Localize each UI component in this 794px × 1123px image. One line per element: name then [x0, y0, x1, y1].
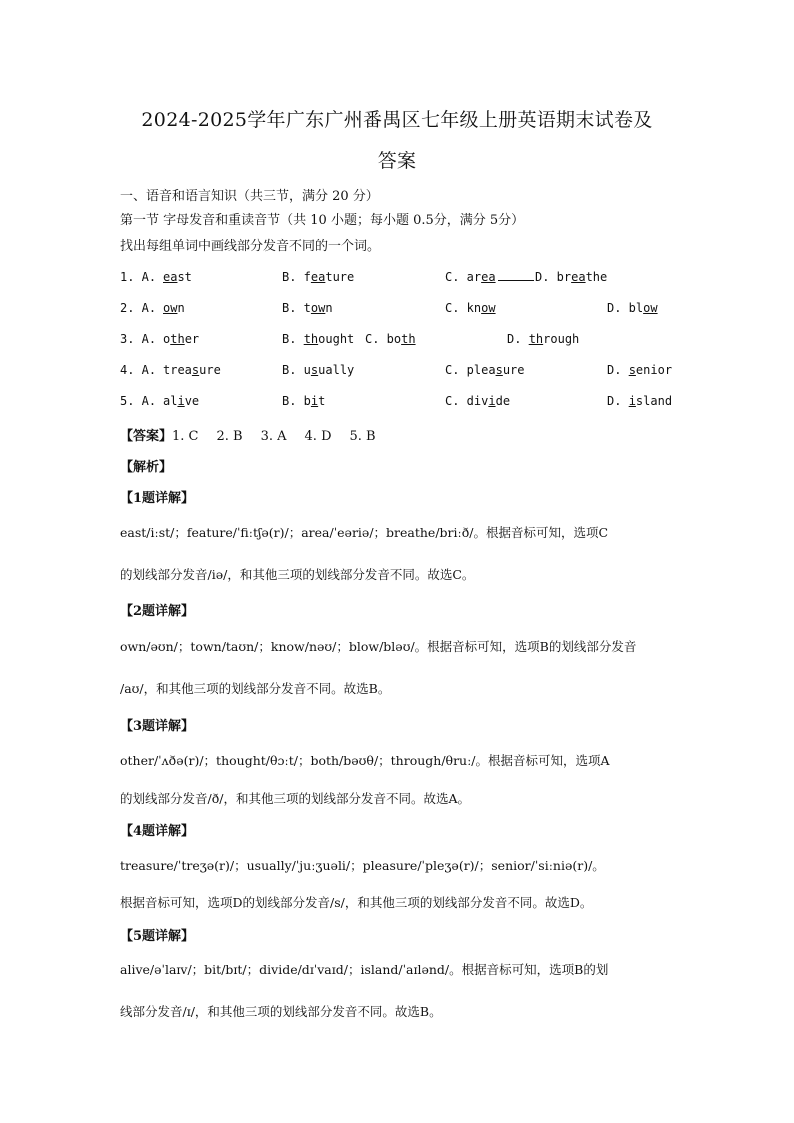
question-1-option-c: C. area	[445, 270, 536, 284]
detail-5-line-1: alive/əˈlaɪv/；bit/bɪt/；divide/dɪˈvaɪd/；island/ˈaɪlənd/。根据音标可知，选项B的划	[120, 962, 609, 977]
question-3-option-a: other	[163, 332, 200, 346]
question-number: 4. A.	[120, 363, 157, 377]
detail-1-line-1: east/iːst/；feature/ˈfiːtʃə(r)/；area/ˈeəriə/；breathe/briːð/。根据音标可知，选项C	[120, 525, 609, 540]
question-number: 1. A.	[120, 270, 157, 284]
underlined-letters: s	[310, 363, 319, 377]
underlined-letters: ea	[163, 270, 178, 284]
question-3-option-c: C. both	[365, 332, 416, 346]
underlined-letters: i	[310, 394, 319, 408]
detail-4-line-1: treasure/ˈtreʒə(r)/；usually/ˈjuːʒuəli/；pleasure/ˈpleʒə(r)/；senior/ˈsiːniə(r)/。	[120, 858, 605, 873]
question-4-option-b: B. usually	[282, 363, 355, 377]
detail-label-2: 【2题详解】	[120, 604, 195, 619]
subsection-heading: 第一节 字母发音和重读音节（共 10 小题；每小题 0.5分，满分 5分）	[120, 213, 525, 228]
answer-item: 4. D	[304, 429, 332, 444]
question-2-option-b: B. town	[282, 301, 333, 315]
underlined-letters: th	[170, 332, 185, 346]
underlined-letters: th	[303, 332, 319, 346]
underlined-letters: ow	[310, 301, 326, 315]
question-number: 3. A.	[120, 332, 157, 346]
detail-label-3: 【3题详解】	[120, 719, 195, 734]
detail-label-1: 【1题详解】	[120, 491, 195, 506]
underlined-letters: i	[177, 394, 185, 408]
document-title-line-2: 答案	[377, 150, 417, 172]
underlined-letters: th	[528, 332, 544, 346]
detail-5-line-2: 线部分发音/ɪ/，和其他三项的划线部分发音不同。故选B。	[120, 1004, 442, 1019]
underlined-letters: s	[495, 363, 503, 377]
question-4-option-a: treasure	[163, 363, 221, 377]
answer-row	[120, 425, 394, 444]
question-4-option-c: C. pleasure	[445, 363, 525, 377]
detail-3-line-1: other/ˈʌðə(r)/；thought/θɔːt/；both/bəʊθ/；through/θruː/。根据音标可知，选项A	[120, 753, 610, 768]
detail-label-4: 【4题详解】	[120, 824, 195, 839]
question-1-option-d: D. breathe	[535, 270, 608, 284]
question-3-option-d: D. through	[507, 332, 580, 346]
underlined-letters: ow	[163, 301, 178, 315]
section-heading: 一、语音和语言知识（共三节，满分 20 分）	[120, 189, 379, 204]
underlined-letters: i	[488, 394, 496, 408]
question-1-option-b: B. feature	[282, 270, 355, 284]
answer-item: 3. A	[260, 429, 287, 444]
underlined-letters: th	[401, 332, 416, 346]
analysis-label: 【解析】	[120, 460, 173, 475]
detail-1-line-2: 的划线部分发音/iə/，和其他三项的划线部分发音不同。故选C。	[120, 567, 475, 582]
answer-blank	[498, 270, 534, 281]
question-4-option-d: D. senior	[607, 363, 673, 377]
underlined-letters: ow	[643, 301, 658, 315]
question-2-option-c: C. know	[445, 301, 496, 315]
question-1-option-a: east	[163, 270, 192, 284]
underlined-letters: i	[628, 394, 636, 408]
question-3-option-b: B. thought	[282, 332, 355, 346]
question-5-option-c: C. divide	[445, 394, 511, 408]
detail-2-line-2: /aʊ/，和其他三项的划线部分发音不同。故选B。	[120, 681, 391, 696]
detail-2-line-1: own/əʊn/；town/taʊn/；know/nəʊ/；blow/bləʊ/。根据音标可知，选项B的划线部分发音	[120, 639, 637, 654]
detail-label-5: 【5题详解】	[120, 929, 195, 944]
underlined-letters: ea	[571, 270, 586, 284]
answer-label: 【答案】	[120, 429, 173, 444]
underlined-letters: ea	[310, 270, 326, 284]
detail-3-line-2: 的划线部分发音/ð/，和其他三项的划线部分发音不同。故选A。	[120, 791, 470, 806]
answer-item: 5. B	[349, 429, 376, 444]
question-5-option-b: B. bit	[282, 394, 326, 408]
document-title-line-1: 2024-2025学年广东广州番禺区七年级上册英语期末试卷及	[141, 109, 653, 131]
question-2-option-d: D. blow	[607, 301, 658, 315]
underlined-letters: ow	[481, 301, 496, 315]
underlined-letters: s	[191, 363, 200, 377]
question-5-option-a: alive	[163, 394, 200, 408]
question-number: 2. A.	[120, 301, 157, 315]
question-number: 5. A.	[120, 394, 157, 408]
detail-4-line-2: 根据音标可知，选项D的划线部分发音/s/，和其他三项的划线部分发音不同。故选D。	[120, 895, 593, 910]
underlined-letters: ea	[481, 270, 496, 284]
question-2-option-a: own	[163, 301, 185, 315]
answer-item: 2. B	[216, 429, 243, 444]
answer-item: 1. C	[172, 429, 199, 444]
underlined-letters: s	[628, 363, 636, 377]
question-5-option-d: D. island	[607, 394, 673, 408]
instruction-text: 找出每组单词中画线部分发音不同的一个词。	[120, 239, 381, 254]
